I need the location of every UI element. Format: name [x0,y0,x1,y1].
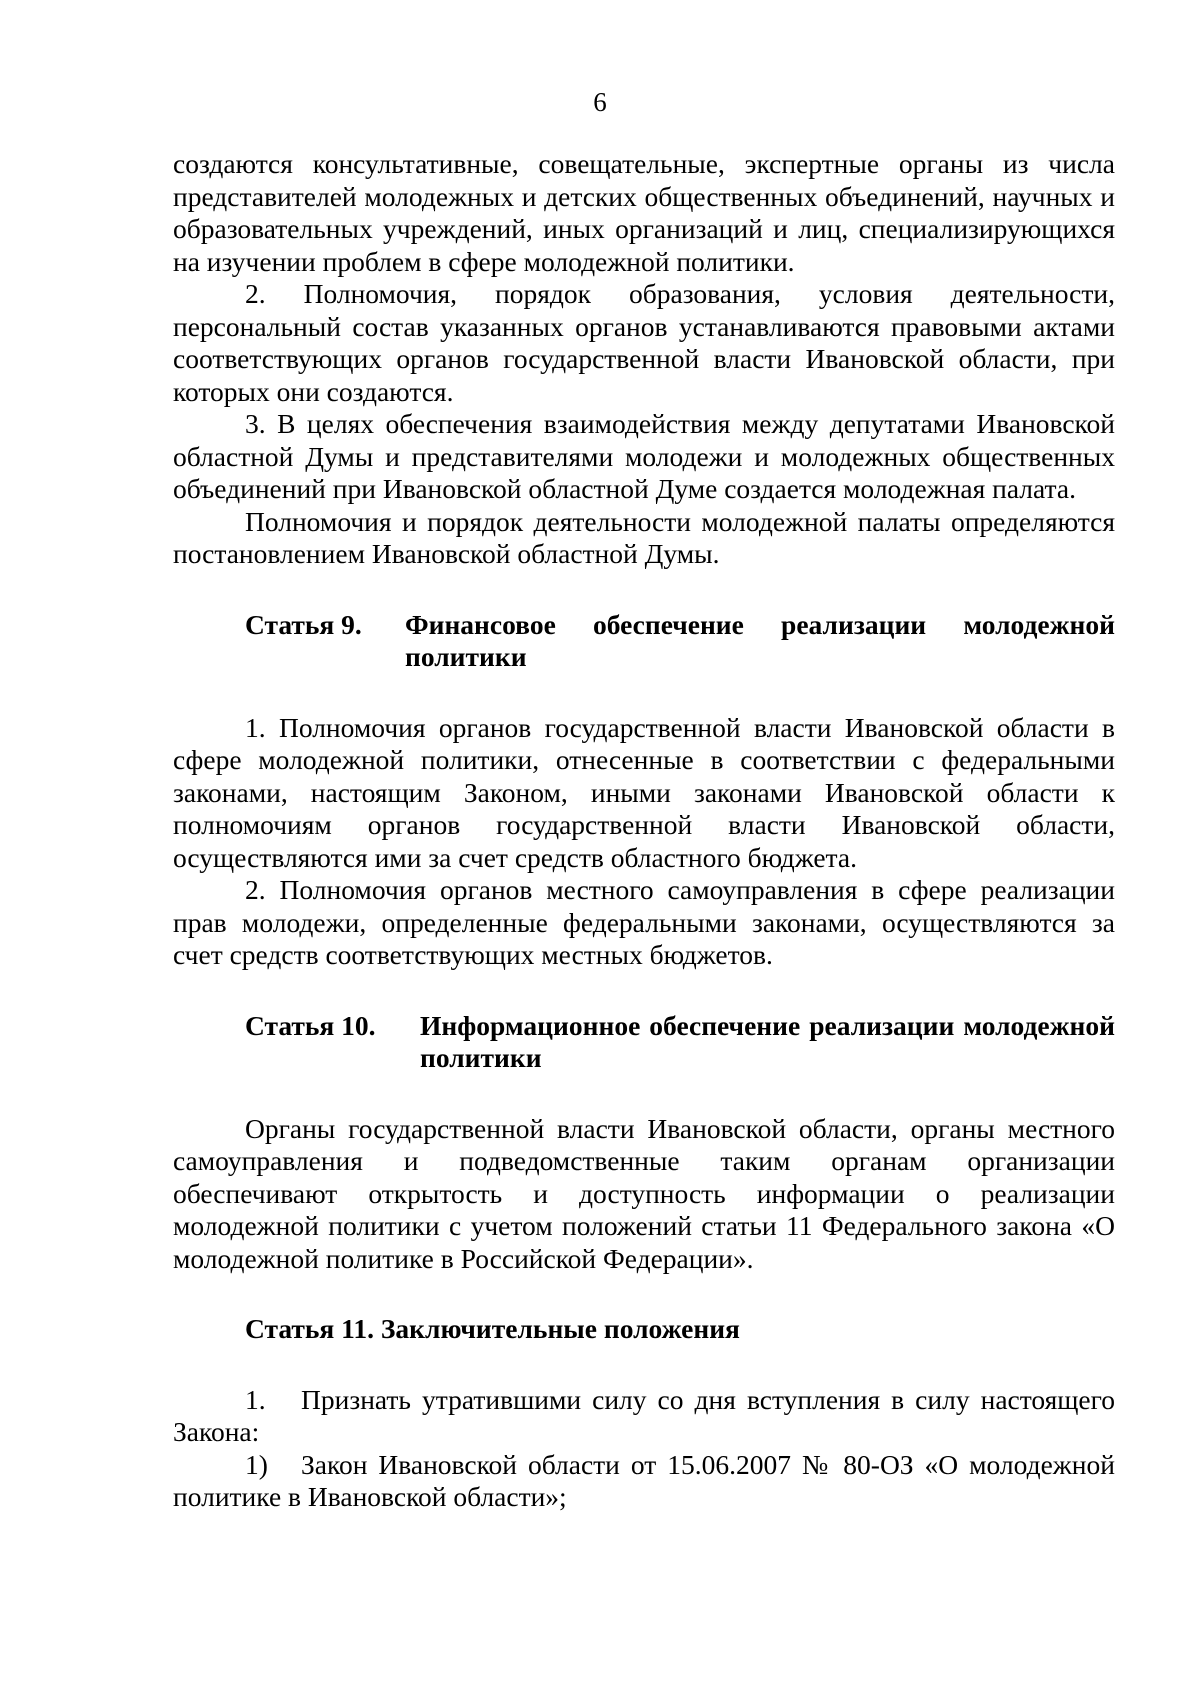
article-10-heading [173,1010,1115,1075]
page-number: 6 [593,87,607,117]
article-11-item-1 [173,1384,1115,1449]
paragraph-item-2: 2. Полномочия, порядок образования, условия деятельности, персональный состав указанных органов устанавливаются правовыми актами соответствующих органов государственной власти Ивановской области, при которых они создаются. [173,278,1115,407]
article-10-paragraph-1: Органы государственной власти Ивановской области, органы местного самоуправления и подведомственные таким органам организации обеспечивают открытость и доступность информации о реализации молодежной политики с учетом положений статьи 11 Федерального закона «О молодежной политике в Российской Федерации». [173,1112,1115,1274]
article-9-paragraph-2: 2. Полномочия органов местного самоуправления в сфере реализации прав молодежи, определенные федеральными законами, осуществляются за счет средств соответствующих местных бюджетов. [173,874,1115,970]
paragraph-item-3: 3. В целях обеспечения взаимодействия между депутатами Ивановской областной Думы и представителями молодежи и молодежных общественных объединений при Ивановской областной Думе создается молодежная палата. [173,408,1115,504]
article-10-label: Статья 10. [245,1009,376,1041]
document-body [173,148,1115,1514]
item-text: Признать утратившими силу со дня вступления в силу настоящего Закона: [173,1383,1115,1447]
item-number: 1. [245,1383,266,1415]
item-number: 1) [245,1448,268,1480]
paragraph-continuation: создаются консультативные, совещательные, экспертные органы из числа представителей молодежных и детских общественных объединений, научных и образовательных учреждений, иных организаций и лиц, специализирующихся на изучении проблем в сфере молодежной политики. [173,148,1115,277]
article-9-paragraph-1: 1. Полномочия органов государственной власти Ивановской области в сфере молодежной политики, отнесенные в соответствии с федеральными законами, настоящим Законом, иными законами Ивановской области к полномочиям органов государственной власти Ивановской области, осуществляются ими за счет средств областного бюджета. [173,711,1115,873]
article-9-label: Статья 9. [245,608,362,640]
article-9-heading [173,609,1115,674]
article-10-title: Информационное обеспечение реализации молодежной политики [420,1009,1115,1073]
paragraph-youth-chamber: Полномочия и порядок деятельности молодежной палаты определяются постановлением Ивановской областной Думы. [173,505,1115,569]
article-11-heading: Статья 11. Заключительные положения [245,1313,740,1344]
item-text: Закон Ивановской области от 15.06.2007 № 80-ОЗ «О молодежной политике в Ивановской области»; [173,1448,1115,1512]
article-11-subitem-1 [173,1449,1115,1514]
article-9-title: Финансовое обеспечение реализации молодежной политики [405,608,1115,672]
